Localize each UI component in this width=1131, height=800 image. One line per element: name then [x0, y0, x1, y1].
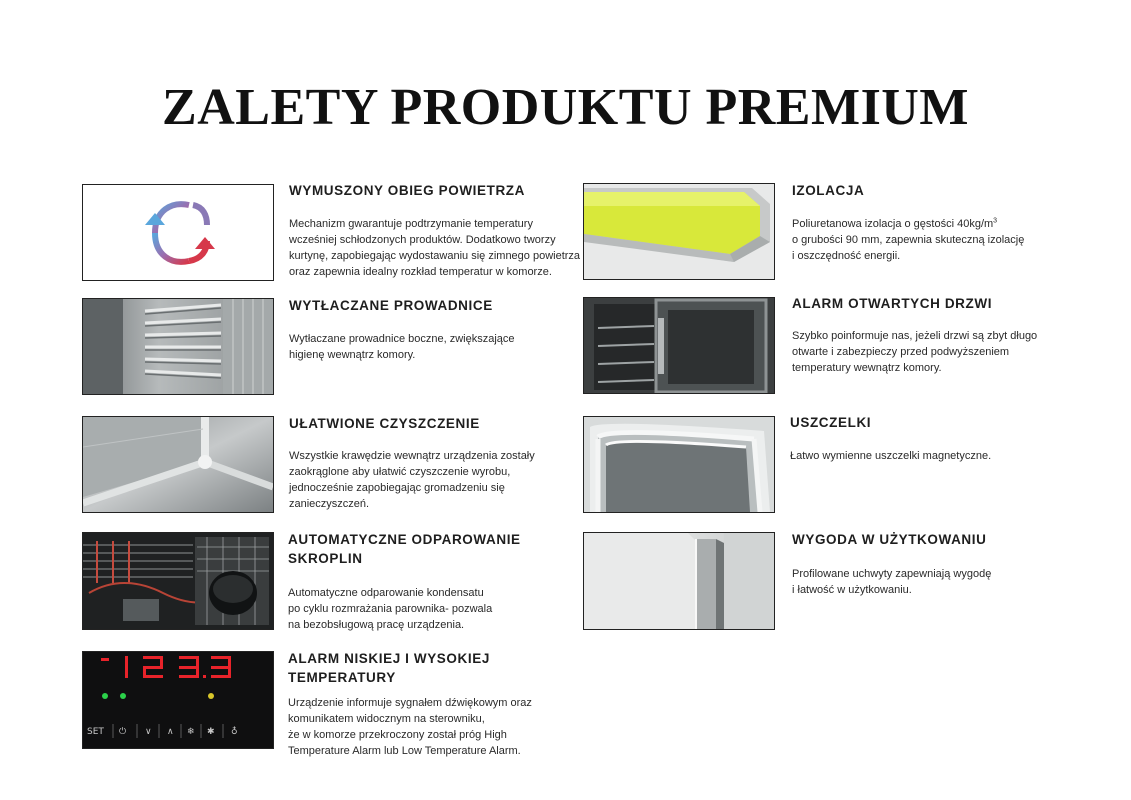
page-title: ZALETY PRODUKTU PREMIUM	[162, 79, 969, 136]
svg-text:⏻: ⏻	[119, 727, 127, 737]
svg-text:SET: SET	[87, 727, 104, 737]
feature-heading-guides: WYTŁACZANE PROWADNICE	[289, 298, 493, 313]
feature-desc-guides: Wytłaczane prowadnice boczne, zwiększające higienę wewnątrz komory.	[289, 333, 515, 361]
airflow-arrows-icon	[83, 185, 273, 280]
temperature-alarm-image	[82, 651, 274, 749]
svg-text:✱: ✱	[207, 727, 215, 737]
feature-desc-insulation: Poliuretanowa izolacja o gęstości $40kg/m^3$ o grubości 90 mm, zapewnia skuteczną izolację i oszczędność energii.	[792, 217, 1025, 262]
feature-heading-comfort: WYGODA W UŻYTKOWANIU	[792, 532, 987, 547]
feature-desc-temperature-alarm: Urządzenie informuje sygnałem dźwiękowym oraz komunikatem widocznym na sterowniku, że w komorze przekroczony został próg High Temperature Alarm lub Low Temperature Alarm.	[288, 697, 532, 757]
insulation-image	[583, 183, 775, 280]
feature-desc-gaskets: Łatwo wymienne uszczelki magnetyczne.	[790, 450, 992, 462]
insulation-panel-image	[584, 184, 774, 279]
rounded-corners-image	[83, 417, 273, 512]
compressor-unit-image	[83, 533, 273, 629]
airflow-image	[82, 184, 274, 281]
feature-heading-evaporation: AUTOMATYCZNE ODPAROWANIE SKROPLIN	[288, 532, 521, 566]
feature-heading-temperature-alarm: ALARM NISKIEJ I WYSOKIEJ TEMPERATURY	[288, 651, 490, 685]
handle-image	[583, 532, 775, 630]
feature-desc-door-alarm: Szybko poinformuje nas, jeżeli drzwi są zbyt długo otwarte i zabezpieczy przed podwyższeniem temperatury wewnątrz komory.	[792, 330, 1038, 374]
door-handle-image	[584, 533, 774, 629]
feature-heading-gaskets: USZCZELKI	[790, 415, 872, 430]
embossed-guides-image	[83, 299, 273, 394]
feature-heading-insulation: IZOLACJA	[792, 183, 865, 198]
svg-text:∧: ∧	[167, 727, 174, 737]
superscript: 3	[993, 217, 998, 225]
svg-text:∨: ∨	[145, 727, 152, 737]
feature-desc-evaporation: Automatyczne odparowanie kondensatu po cyklu rozmrażania parownika- pozwala na bezobsługową pracę urządzenia.	[288, 587, 493, 631]
controller-display-image	[83, 652, 273, 748]
svg-text:♁: ♁	[231, 727, 238, 737]
evaporation-image	[82, 532, 274, 630]
open-door-image	[584, 298, 774, 393]
gaskets-image	[583, 416, 775, 513]
guides-image	[82, 298, 274, 395]
door-alarm-image	[583, 297, 775, 394]
cleaning-image	[82, 416, 274, 513]
feature-desc-comfort: Profilowane uchwyty zapewniają wygodę i łatwość w użytkowaniu.	[792, 568, 992, 596]
feature-desc-cleaning: Wszystkie krawędzie wewnątrz urządzenia zostały zaokrąglone aby ułatwić czyszczenie wyrobu, jednocześnie zapobiegając gromadzeniu się zanieczyszczeń.	[289, 450, 535, 510]
feature-desc-airflow: Mechanizm gwarantuje podtrzymanie temperatury wcześniej schłodzonych produktów. Dodatkowo tworzy kurtynę, zapobiegając wydostawaniu się zimnego powietrza oraz zapewnia idealny rozkład temperatur w komorze.	[289, 218, 581, 278]
feature-heading-cleaning: UŁATWIONE CZYSZCZENIE	[289, 416, 480, 431]
feature-heading-airflow: WYMUSZONY OBIEG POWIETRZA	[289, 183, 526, 198]
feature-heading-door-alarm: ALARM OTWARTYCH DRZWI	[792, 296, 993, 311]
svg-text:❄: ❄	[187, 727, 195, 737]
door-gasket-image	[584, 417, 774, 512]
